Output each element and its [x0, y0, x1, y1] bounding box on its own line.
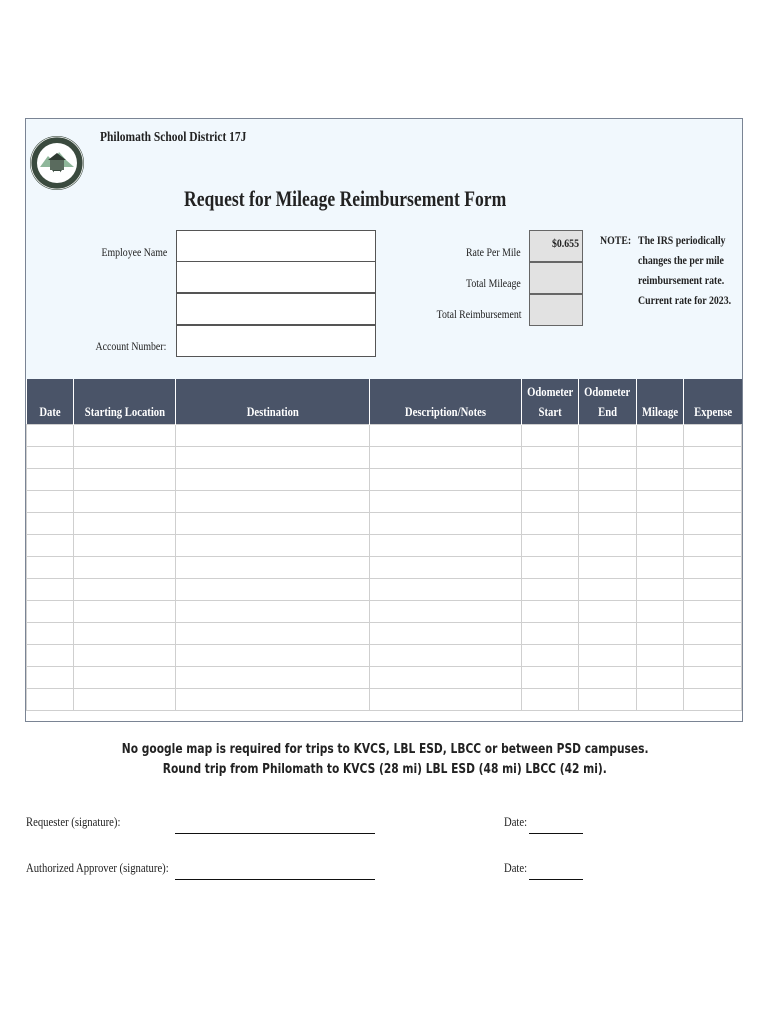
table-cell[interactable] [74, 623, 176, 645]
table-cell[interactable] [579, 557, 636, 579]
table-row [27, 689, 742, 711]
table-cell[interactable] [370, 689, 522, 711]
table-cell[interactable] [521, 601, 578, 623]
account-number-field[interactable] [176, 325, 376, 357]
table-cell[interactable] [684, 623, 742, 645]
table-cell[interactable] [175, 425, 369, 447]
table-cell[interactable] [521, 425, 578, 447]
total-reimbursement-label: Total Reimbursement [436, 307, 521, 321]
table-cell[interactable] [636, 491, 684, 513]
approver-signature-label: Authorized Approver (signature): [26, 860, 169, 875]
table-cell[interactable] [579, 513, 636, 535]
table-cell[interactable] [636, 623, 684, 645]
table-cell[interactable] [370, 469, 522, 491]
requester-signature-line[interactable] [175, 833, 375, 834]
note-heading: NOTE: [600, 233, 632, 247]
table-cell[interactable] [74, 557, 176, 579]
table-cell[interactable] [684, 447, 742, 469]
table-row [27, 491, 742, 513]
table-cell[interactable] [175, 579, 369, 601]
table-cell[interactable] [175, 689, 369, 711]
column-header-line: Odometer [584, 384, 631, 399]
table-cell[interactable] [684, 645, 742, 667]
table-cell[interactable] [684, 535, 742, 557]
table-cell[interactable] [370, 425, 522, 447]
table-cell[interactable] [370, 579, 522, 601]
column-header-label: Start [538, 404, 562, 419]
table-cell[interactable] [175, 623, 369, 645]
table-body [27, 425, 742, 711]
table-cell[interactable] [521, 667, 578, 689]
column-header [521, 379, 578, 425]
notice-line-2: Round trip from Philomath to KVCS (28 mi) LBL ESD (48 mi) LBCC (42 mi). [162, 762, 608, 777]
table-cell[interactable] [27, 425, 74, 447]
district-seal-icon [28, 122, 86, 202]
employee-name-field[interactable] [176, 230, 376, 262]
table-cell[interactable] [579, 689, 636, 711]
column-header [684, 379, 742, 425]
table-cell[interactable] [521, 491, 578, 513]
rate-per-mile-cell [529, 230, 583, 262]
table-cell[interactable] [27, 535, 74, 557]
form-header [26, 119, 742, 379]
district-name: Philomath School District 17J [100, 130, 247, 145]
table-cell[interactable] [579, 579, 636, 601]
table-cell[interactable] [579, 623, 636, 645]
requester-signature-label: Requester (signature): [26, 814, 121, 829]
table-cell[interactable] [636, 579, 684, 601]
note-line: changes the per mile [638, 253, 724, 267]
table-cell[interactable] [27, 469, 74, 491]
table-header-row [27, 379, 742, 425]
table-cell[interactable] [370, 447, 522, 469]
table-cell[interactable] [175, 557, 369, 579]
table-cell[interactable] [521, 447, 578, 469]
table-cell[interactable] [27, 623, 74, 645]
column-header [74, 379, 176, 425]
table-cell[interactable] [521, 535, 578, 557]
table-cell[interactable] [370, 513, 522, 535]
table-row [27, 425, 742, 447]
account-number-label: Account Number: [95, 339, 166, 353]
table-cell[interactable] [579, 491, 636, 513]
table-cell[interactable] [684, 579, 742, 601]
table-cell[interactable] [27, 491, 74, 513]
total-mileage-label: Total Mileage [466, 276, 521, 290]
table-cell[interactable] [684, 469, 742, 491]
table-cell[interactable] [27, 601, 74, 623]
table-cell[interactable] [579, 469, 636, 491]
table-cell[interactable] [636, 601, 684, 623]
table-cell[interactable] [74, 667, 176, 689]
column-header-line: Odometer [527, 384, 574, 399]
table-row [27, 623, 742, 645]
column-header [27, 379, 74, 425]
table-cell[interactable] [74, 469, 176, 491]
table-cell[interactable] [74, 579, 176, 601]
table-cell[interactable] [636, 645, 684, 667]
table-cell[interactable] [74, 447, 176, 469]
table-row [27, 579, 742, 601]
table-cell[interactable] [521, 557, 578, 579]
table-cell[interactable] [521, 579, 578, 601]
column-header [579, 379, 636, 425]
column-header-label: Expense [694, 404, 732, 419]
table-cell[interactable] [684, 557, 742, 579]
table-cell[interactable] [636, 425, 684, 447]
table-cell[interactable] [636, 469, 684, 491]
total-mileage-cell [529, 262, 583, 294]
approver-date-label: Date: [504, 860, 528, 875]
table-cell[interactable] [579, 535, 636, 557]
table-cell[interactable] [370, 667, 522, 689]
column-header-label: Mileage [641, 404, 679, 419]
table-cell[interactable] [521, 469, 578, 491]
rate-per-mile-value: $0.655 [551, 236, 579, 250]
column-header-label: Destination [246, 404, 299, 419]
approver-signature-line[interactable] [175, 879, 375, 880]
table-cell[interactable] [175, 513, 369, 535]
table-cell[interactable] [27, 447, 74, 469]
table-cell[interactable] [684, 689, 742, 711]
table-cell[interactable] [521, 689, 578, 711]
table-cell[interactable] [27, 689, 74, 711]
table-cell[interactable] [636, 689, 684, 711]
table-cell[interactable] [370, 491, 522, 513]
table-cell[interactable] [74, 491, 176, 513]
table-row [27, 469, 742, 491]
table-cell[interactable] [370, 623, 522, 645]
requester-date-line[interactable] [529, 833, 583, 834]
table-cell[interactable] [175, 469, 369, 491]
column-header-label: End [597, 404, 617, 419]
table-cell[interactable] [74, 645, 176, 667]
table-cell[interactable] [579, 645, 636, 667]
reimbursement-form [25, 118, 743, 722]
table-row [27, 645, 742, 667]
table-cell[interactable] [175, 535, 369, 557]
table-cell[interactable] [74, 689, 176, 711]
table-row [27, 667, 742, 689]
table-cell[interactable] [74, 513, 176, 535]
table-cell[interactable] [636, 535, 684, 557]
table-cell[interactable] [175, 447, 369, 469]
table-cell[interactable] [27, 667, 74, 689]
table-cell[interactable] [636, 447, 684, 469]
table-cell[interactable] [684, 513, 742, 535]
table-cell[interactable] [27, 579, 74, 601]
employee-name-field-3[interactable] [176, 293, 376, 325]
column-header [175, 379, 369, 425]
column-header [636, 379, 684, 425]
table-cell[interactable] [74, 425, 176, 447]
form-title: Request for Mileage Reimbursement Form [184, 186, 507, 211]
table-cell[interactable] [27, 557, 74, 579]
table-cell[interactable] [636, 513, 684, 535]
table-cell[interactable] [27, 513, 74, 535]
table-cell[interactable] [175, 645, 369, 667]
table-cell[interactable] [579, 447, 636, 469]
note-line: Current rate for 2023. [638, 293, 732, 307]
table-cell[interactable] [175, 491, 369, 513]
table-cell[interactable] [684, 425, 742, 447]
table-cell[interactable] [636, 557, 684, 579]
table-cell[interactable] [684, 667, 742, 689]
requester-date-label: Date: [504, 814, 528, 829]
notice-line-1: No google map is required for trips to KVCS, LBL ESD, LBCC or between PSD campuses. [121, 742, 649, 757]
table-cell[interactable] [579, 425, 636, 447]
column-header [370, 379, 522, 425]
table-cell[interactable] [521, 623, 578, 645]
column-header-label: Description/Notes [405, 404, 487, 419]
table-cell[interactable] [74, 601, 176, 623]
table-cell[interactable] [175, 667, 369, 689]
table-row [27, 513, 742, 535]
table-cell[interactable] [521, 645, 578, 667]
table-row [27, 557, 742, 579]
note-line: The IRS periodically [638, 233, 726, 247]
table-cell[interactable] [175, 601, 369, 623]
table-cell[interactable] [521, 513, 578, 535]
rate-per-mile-label: Rate Per Mile [466, 245, 521, 259]
table-cell[interactable] [579, 667, 636, 689]
table-cell[interactable] [27, 645, 74, 667]
table-cell[interactable] [370, 557, 522, 579]
employee-name-label: Employee Name [101, 245, 167, 259]
approver-date-line[interactable] [529, 879, 583, 880]
table-cell[interactable] [579, 601, 636, 623]
table-row [27, 447, 742, 469]
column-header-label: Date [39, 404, 61, 419]
table-cell[interactable] [370, 645, 522, 667]
table-cell[interactable] [74, 535, 176, 557]
mileage-log-table [26, 379, 742, 711]
table-cell[interactable] [370, 601, 522, 623]
total-reimbursement-cell [529, 294, 583, 326]
table-cell[interactable] [636, 667, 684, 689]
table-cell[interactable] [684, 601, 742, 623]
table-row [27, 535, 742, 557]
note-line: reimbursement rate. [638, 273, 725, 287]
table-cell[interactable] [684, 491, 742, 513]
table-row [27, 601, 742, 623]
employee-name-field-2[interactable] [176, 261, 376, 293]
column-header-label: Starting Location [84, 404, 165, 419]
table-cell[interactable] [370, 535, 522, 557]
